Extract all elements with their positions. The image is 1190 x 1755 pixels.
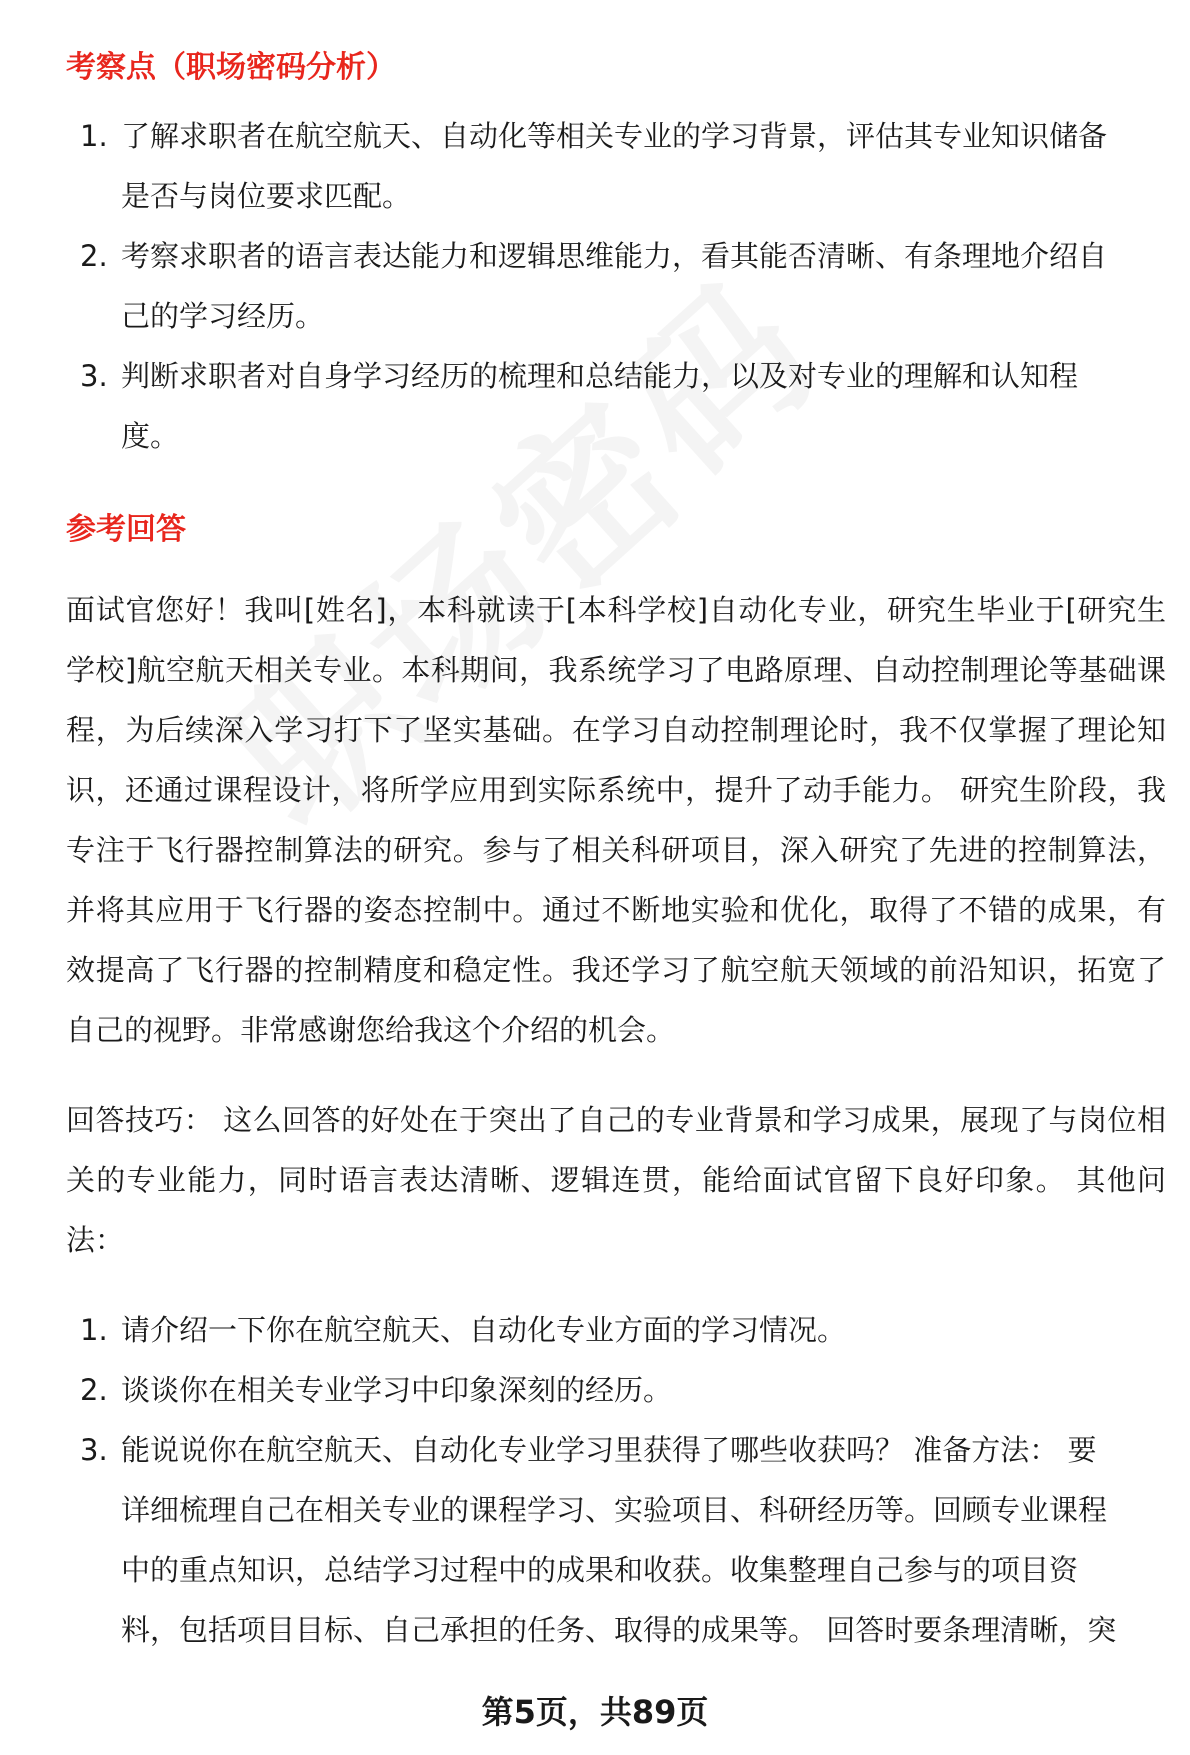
list-text: 能说说你在航空航天、自动化专业学习里获得了哪些收获吗？ 准备方法： 要详细梳理自己在相关专业的课程学习、实验项目、科研经历等。回顾专业课程中的重点知识，总结学习过程中的成果和收获。收集整理自己参与的项目资料，包括项目目标、自己承担的任务、取得的成果等。 回答时要条理清晰，突 — [121, 1433, 1117, 1647]
section-title-analysis: 考察点（职场密码分析） — [66, 50, 396, 85]
list-item — [66, 106, 1121, 226]
answer-tips: 回答技巧： 这么回答的好处在于突出了自己的专业背景和学习成果，展现了与岗位相关的专业能力，同时语言表达清晰、逻辑连贯，能给面试官留下良好印象。 其他问法： — [66, 1103, 1166, 1257]
analysis-list — [66, 106, 1121, 466]
section-title-answer: 参考回答 — [66, 512, 186, 547]
other-questions-list — [66, 1300, 1121, 1660]
list-number: 2. — [80, 239, 108, 273]
list-text: 判断求职者对自身学习经历的梳理和总结能力，以及对专业的理解和认知程度。 — [121, 359, 1079, 453]
list-text: 了解求职者在航空航天、自动化等相关专业的学习背景，评估其专业知识储备是否与岗位要求匹配。 — [121, 119, 1108, 213]
list-item — [66, 346, 1121, 466]
list-number: 1. — [80, 119, 108, 153]
list-item — [66, 1420, 1121, 1660]
page-number: 第5页，共89页 — [481, 1693, 709, 1731]
list-item — [66, 1300, 1121, 1360]
list-text: 谈谈你在相关专业学习中印象深刻的经历。 — [121, 1373, 673, 1407]
list-item — [66, 226, 1121, 346]
list-number: 1. — [80, 1313, 108, 1347]
list-text: 考察求职者的语言表达能力和逻辑思维能力，看其能否清晰、有条理地介绍自己的学习经历。 — [121, 239, 1108, 333]
list-item — [66, 1360, 1121, 1420]
list-text: 请介绍一下你在航空航天、自动化专业方面的学习情况。 — [121, 1313, 847, 1347]
list-number: 3. — [80, 359, 108, 393]
reference-answer: 面试官您好！我叫[姓名]，本科就读于[本科学校]自动化专业，研究生毕业于[研究生学校]航空航天相关专业。本科期间，我系统学习了电路原理、自动控制理论等基础课程，为后续深入学习打下了坚实基础。在学习自动控制理论时，我不仅掌握了理论知识，还通过课程设计，将所学应用到实际系统中，提升了动手能力。 研究生阶段，我专注于飞行器控制算法的研究。参与了相关科研项目，深入研究了先进的控制算法，并将其应用于飞行器的姿态控制中。通过不断地实验和优化，取得了不错的成果，有效提高了飞行器的控制精度和稳定性。我还学习了航空航天领域的前沿知识，拓宽了自己的视野。非常感谢您给我这个介绍的机会。 — [66, 593, 1166, 1047]
list-number: 2. — [80, 1373, 108, 1407]
list-number: 3. — [80, 1433, 108, 1467]
